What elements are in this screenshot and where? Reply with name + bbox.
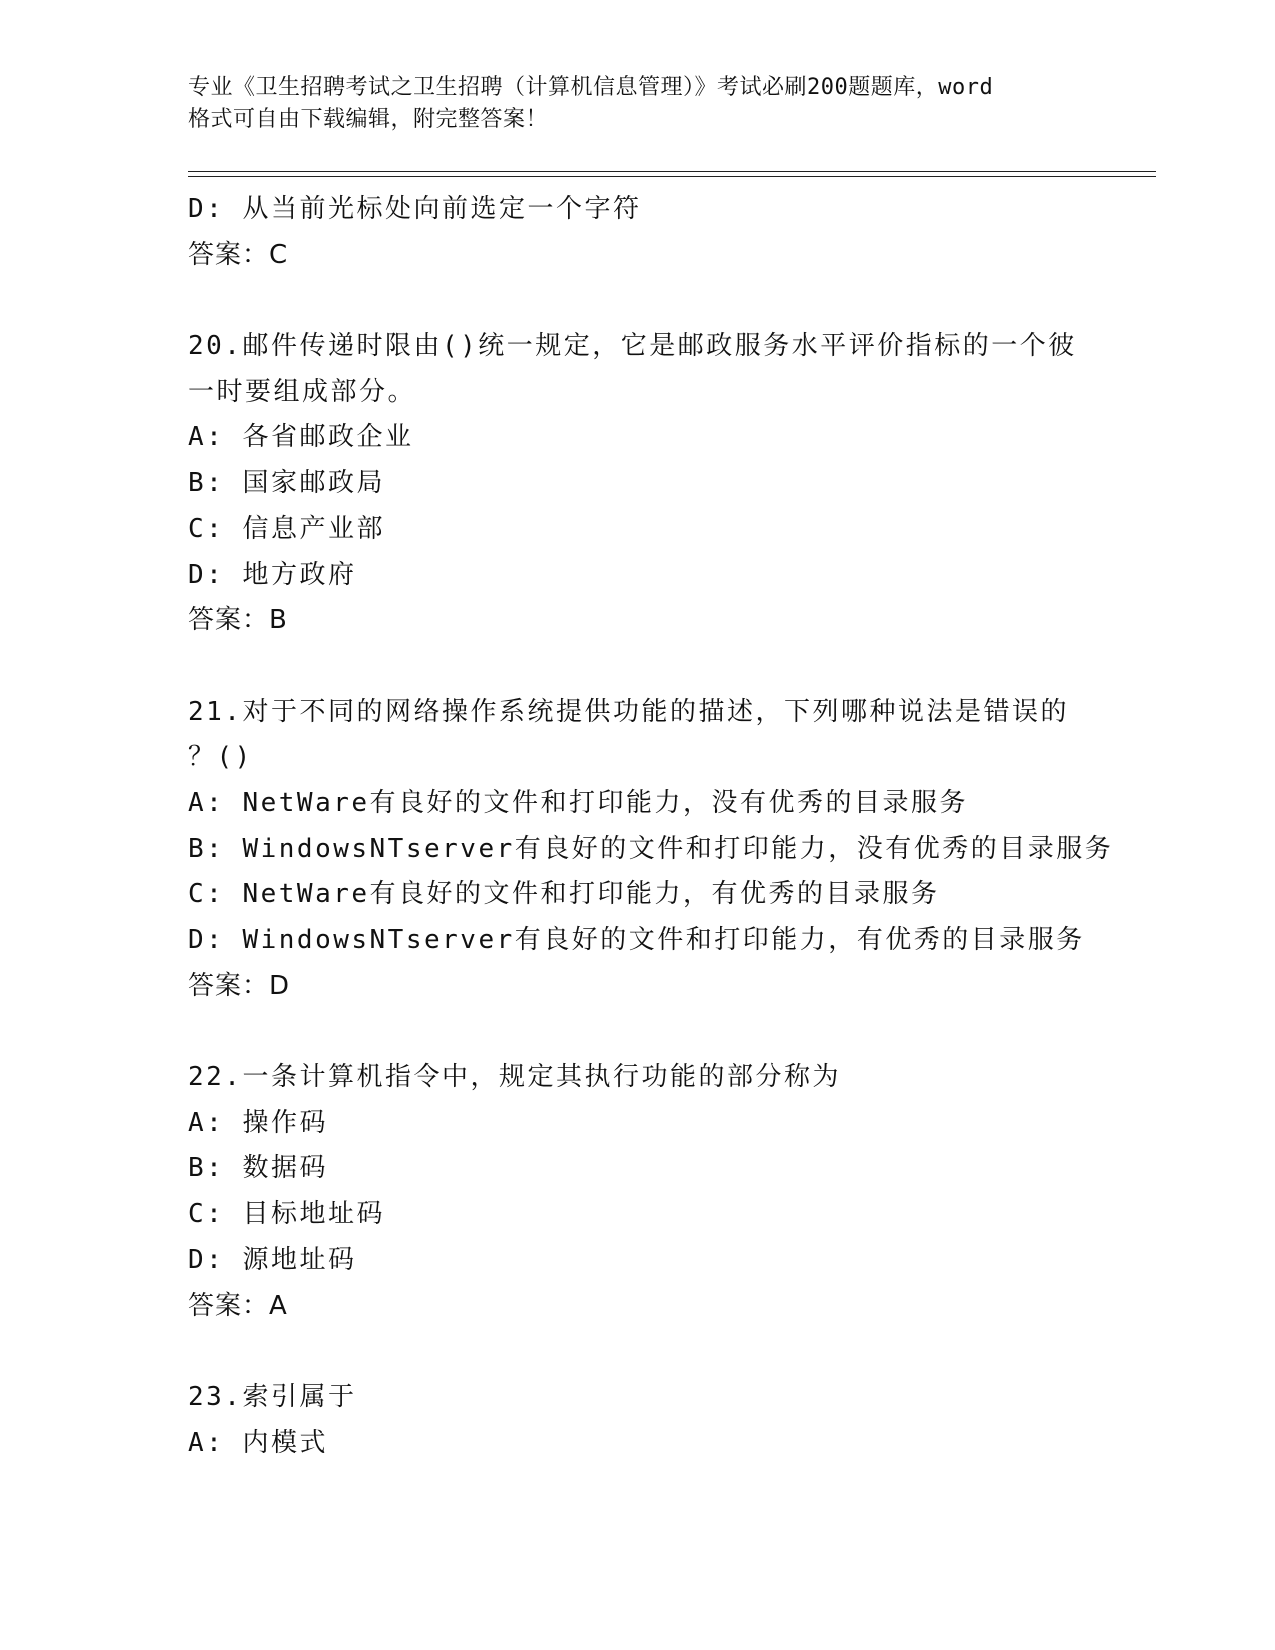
option-b: B: WindowsNTserver有良好的文件和打印能力，没有优秀的目录服务 xyxy=(188,833,1114,864)
option-a: A: 内模式 xyxy=(188,1427,328,1458)
header-rule-bottom xyxy=(188,176,1156,177)
option-d: D: WindowsNTserver有良好的文件和打印能力，有优秀的目录服务 xyxy=(188,925,1085,955)
option-a: A: 各省邮政企业 xyxy=(188,422,414,453)
answer-line: 答案：D xyxy=(188,970,291,1001)
option-b: B: 数据码 xyxy=(188,1153,328,1184)
option-a: A: 操作码 xyxy=(188,1107,328,1138)
header-line-1: 专业《卫生招聘考试之卫生招聘（计算机信息管理）》考试必刷200题题库，word xyxy=(188,75,994,100)
option-c: C: NetWare有良好的文件和打印能力，有优秀的目录服务 xyxy=(188,879,940,910)
question-stem: 22.一条计算机指令中，规定其执行功能的部分称为 xyxy=(188,1062,841,1093)
question-block-23 xyxy=(188,1375,1088,1466)
document-header xyxy=(188,72,1088,136)
block-gap xyxy=(188,1329,1088,1375)
option-d: D: 源地址码 xyxy=(188,1244,357,1275)
question-block-19 xyxy=(188,187,1088,278)
header-rule-top xyxy=(188,171,1156,172)
question-block-21 xyxy=(188,690,1114,1010)
question-stem-cont: ？() xyxy=(188,742,253,773)
option-a: A: NetWare有良好的文件和打印能力，没有优秀的目录服务 xyxy=(188,787,969,818)
question-stem: 21.对于不同的网络操作系统提供功能的描述，下列哪种说法是错误的 xyxy=(188,696,1069,727)
option-b: B: 国家邮政局 xyxy=(188,468,385,499)
option-d: D: 地方政府 xyxy=(188,559,357,590)
answer-line: 答案：A xyxy=(188,1290,288,1321)
block-gap xyxy=(188,1009,1088,1055)
question-block-22 xyxy=(188,1055,1088,1329)
option-c: C: 信息产业部 xyxy=(188,513,385,544)
block-gap xyxy=(188,278,1088,324)
question-content xyxy=(188,187,1114,1466)
header-line-2: 格式可自由下载编辑，附完整答案！ xyxy=(188,107,549,132)
answer-line: 答案：B xyxy=(188,605,288,636)
question-stem: 20.邮件传递时限由()统一规定，它是邮政服务水平评价指标的一个彼 xyxy=(188,331,1077,362)
question-block-20 xyxy=(188,324,1088,644)
option-d: D: 从当前光标处向前选定一个字符 xyxy=(188,194,642,224)
block-gap xyxy=(188,644,1088,690)
answer-line: 答案：C xyxy=(188,239,289,270)
question-stem-cont: 一时要组成部分。 xyxy=(188,376,417,407)
question-stem: 23.索引属于 xyxy=(188,1381,357,1412)
option-c: C: 目标地址码 xyxy=(188,1199,385,1230)
